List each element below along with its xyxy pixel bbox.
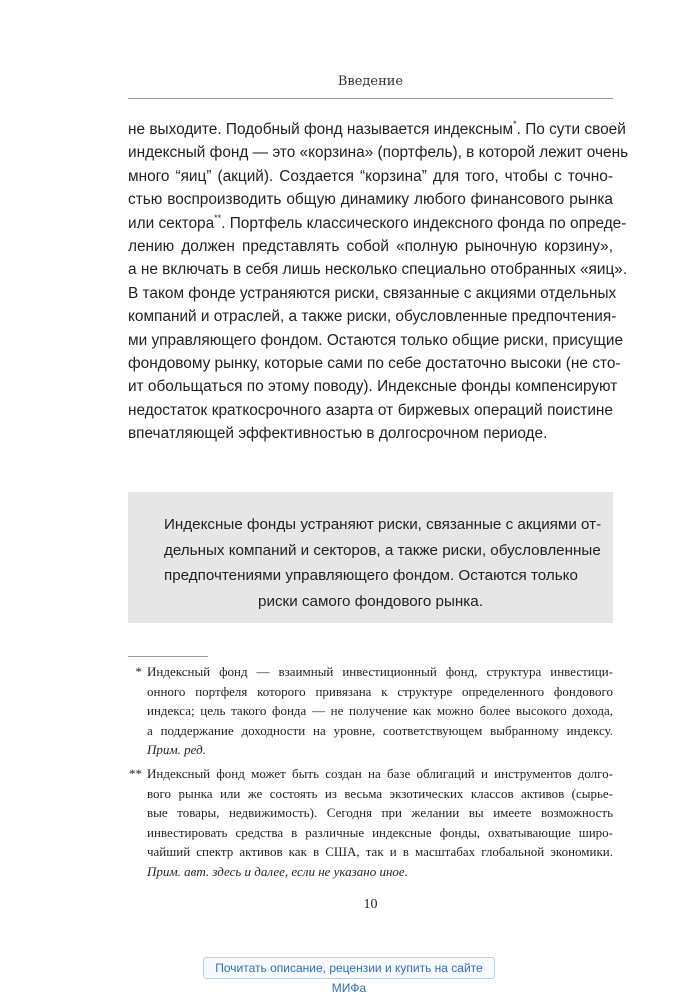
body-line: а не включать в себя лишь несколько специально отобранных «яиц».	[128, 261, 628, 279]
footnote-ref-1: *	[513, 118, 517, 129]
body-line: не выходите. Подобный фонд называется индексным*. По сути своей	[128, 118, 626, 138]
pull-quote-line: дельных компаний и секторов, а также риски, обусловленные	[164, 541, 601, 559]
body-line: впечатляющей эффективностью в долгосрочном периоде.	[128, 425, 548, 443]
footnote-line: вые товары, недвижимость). Сегодня при желании вы имеете возможность	[147, 805, 613, 821]
footnote-marker: **	[129, 766, 142, 781]
buy-link-button[interactable]: Почитать описание, рецензии и купить на сайте МИФа	[203, 957, 495, 979]
footnote-rule	[128, 656, 208, 657]
footnote-line: Индексный фонд может быть создан на базе облигаций и инструментов долго-	[147, 766, 613, 781]
body-line: компаний и отраслей, а также риски, обусловленные предпочтения-	[128, 308, 617, 326]
body-line: В таком фонде устраняются риски, связанные с акциями отдельных	[128, 284, 617, 302]
footnote-note: Прим. ред.	[147, 742, 206, 758]
footnote-line: чайший спектр активов как в США, так и в масштабах глобальной экономики.	[147, 844, 613, 860]
pull-quote-line: Индексные фонды устраняют риски, связанные с акциями от-	[164, 516, 602, 533]
footnote-line: вого рынка или же состоять из весьма экзотических классов активов (сырье-	[147, 785, 613, 801]
footnote-line: Индексный фонд — взаимный инвестиционный фонд, структура инвестици-	[147, 664, 613, 679]
body-line: стью воспроизводить общую динамику любого финансового рынка	[128, 191, 613, 209]
body-paragraph	[128, 118, 629, 446]
running-title: Введение	[337, 74, 404, 89]
body-line: ит обольщаться по этому поводу). Индексные фонды компенсируют	[128, 378, 618, 396]
header-rule	[128, 98, 613, 99]
body-line: фондовому рынку, которые сами по себе достаточно высоки (не сто-	[128, 355, 621, 373]
page-number: 10	[363, 897, 378, 912]
footnote-ref-2: **	[214, 212, 222, 223]
pull-quote-line: предпочтениями управляющего фондом. Остаются только	[164, 567, 578, 584]
footnote-line: а поддержание доходности на уровне, соответствующем выбранному индексу.	[147, 722, 613, 738]
pull-quote-text	[164, 512, 602, 614]
footnote-text	[147, 764, 613, 882]
footnote-text	[147, 662, 613, 760]
footnote-marker: *	[135, 664, 142, 679]
footnote-note: Прим. авт. здесь и далее, если не указано иное.	[147, 863, 408, 879]
body-line: индексный фонд — это «корзина» (портфель), в которой лежит очень	[128, 144, 629, 162]
pull-quote	[128, 492, 613, 623]
body-line: лению должен представлять собой «полную рыночную корзину»,	[128, 238, 613, 256]
body-line: недостаток краткосрочного азарта от биржевых операций поистине	[128, 401, 613, 419]
body-line: или сектора**. Портфель классического индексного фонда по опреде-	[128, 212, 627, 232]
footnote-line: инвестировать средства в различные индексные фонды, охватывающие широ-	[147, 824, 613, 840]
footnote-line: онного портфеля которого привязана к структуре определенного фондового	[147, 683, 613, 699]
body-line: ми управляющего фондом. Остаются только общие риски, присущие	[128, 331, 624, 349]
pull-quote-line: риски самого фондового рынка.	[258, 592, 483, 610]
body-line: много “яиц” (акций). Создается “корзина” для того, чтобы с точно-	[128, 167, 613, 185]
footnote-line: индекса; цель такого фонда — не получение как можно более высокого дохода,	[147, 703, 613, 719]
